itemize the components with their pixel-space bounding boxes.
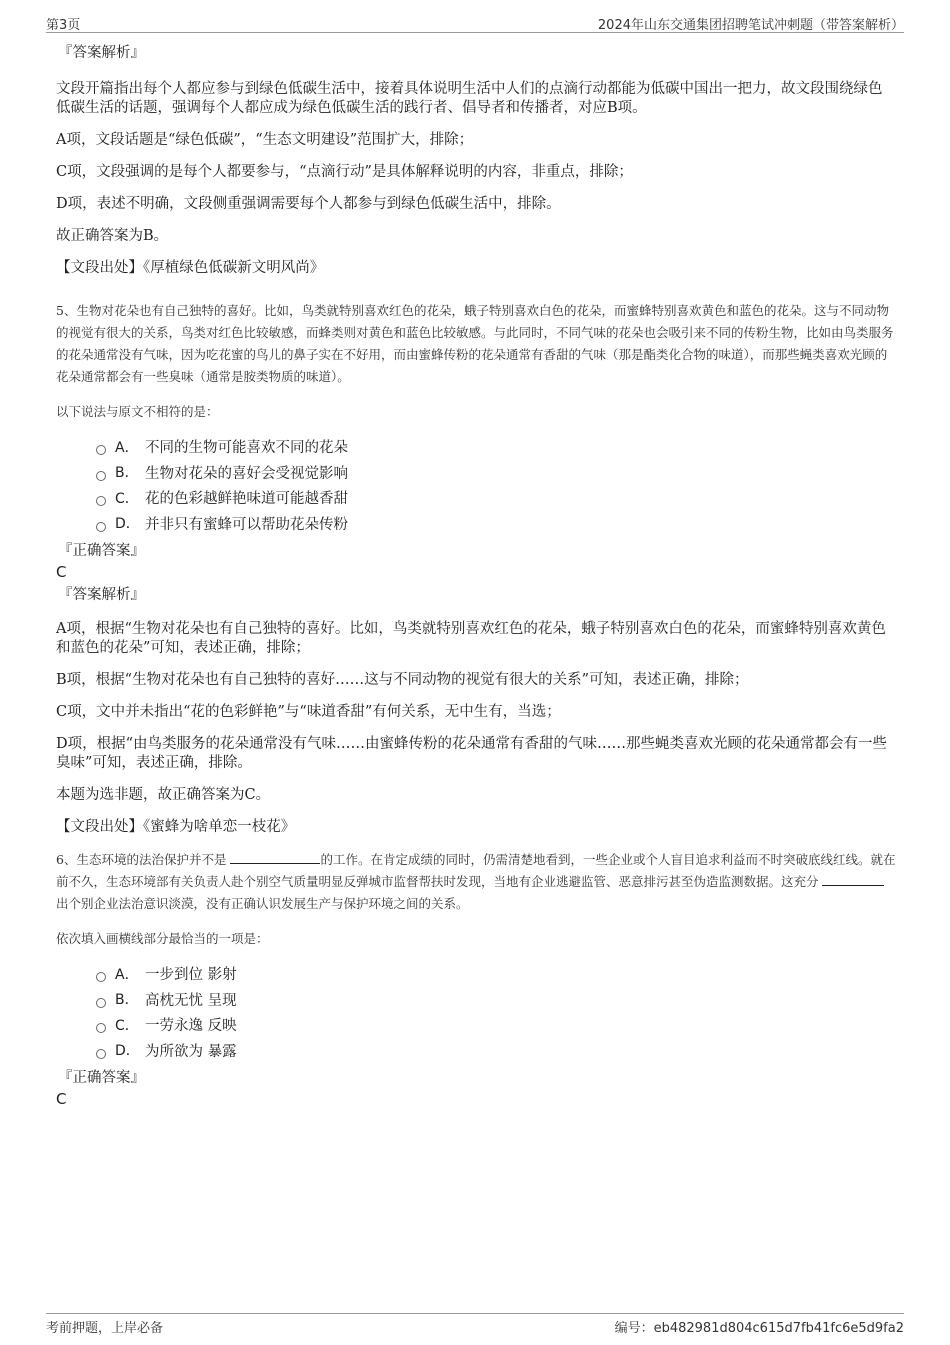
radio-button[interactable] [96,522,106,532]
q4-analysis-label: 『答案解析』 [58,45,145,61]
q4-option-d-analysis: D项，表述不明确，文段侧重强调需要每个人都参与到绿色低碳生活中，排除。 [56,196,561,212]
option-text: 为所欲为 暴露 [145,1043,237,1060]
q5-option-c-analysis: C项，文中并未指出“花的色彩鲜艳”与“味道香甜”有何关系，无中生有，当选； [56,704,561,720]
q5-stem: 5、生物对花朵也有自己独特的喜好。比如，鸟类就特别喜欢红色的花朵，蛾子特别喜欢白色的花朵，而蜜蜂特别喜欢黄色和蓝色的花朵。这与不同动物的视觉有很大的关系，鸟类对红色比较敏感，而蜂类则对黄色和蓝色比较敏感。与此同时，不同气味的花朵也会吸引来不同的传粉生物，比如由鸟类服务的花朵通常没有气味，因为吃花蜜的鸟儿的鼻子实在不好用，而由蜜蜂传粉的花朵通常有香甜的气味（那是酯类化合物的味道），而那些蝇类喜欢光顾的花朵通常都会有一些臭味（通常是胺类物质的味道）。 [56,303,894,384]
q5-option-a-analysis: A项，根据“生物对花朵也有自己独特的喜好。比如，鸟类就特别喜欢红色的花朵，蛾子特别喜欢白色的花朵，而蜜蜂特别喜欢黄色和蓝色的花朵”可知，表述正确，排除； [56,621,886,656]
page-footer [46,1313,904,1336]
q5-option-a[interactable]: A． 不同的生物可能喜欢不同的花朵 [56,434,896,460]
q5-prompt: 以下说法与原文不相符的是： [56,404,219,419]
q5-option-d[interactable]: D． 并非只有蜜蜂可以帮助花朵传粉 [56,511,896,537]
q5-source: 【文段出处】《蜜蜂为啥单恋一枝花》 [56,819,296,835]
q4-source: 【文段出处】《厚植绿色低碳新文明风尚》 [56,260,325,276]
q5-option-d-analysis: D项，根据“由鸟类服务的花朵通常没有气味……由蜜蜂传粉的花朵通常有香甜的气味……那些蝇类喜欢光顾的花朵通常都会有一些臭味”可知，表述正确，排除。 [56,736,888,771]
q5-answer-label: 『正确答案』 [58,543,145,559]
q6-option-b[interactable]: B． 高枕无忧 呈现 [56,987,896,1013]
document-title: 2024年山东交通集团招聘笔试冲刺题（带答案解析） [597,18,904,33]
fill-blank-2 [822,874,884,886]
document-code: 编号：eb482981d804c615d7fb41fc6e5d9fa2 [614,1321,904,1336]
q4-analysis-text: 文段开篇指出每个人都应参与到绿色低碳生活中，接着具体说明生活中人们的点滴行动都能为低碳中国出一把力，故文段围绕绿色低碳生活的话题，强调每个人都应成为绿色低碳生活的践行者、倡导者和传播者，对应B项。 [56,81,883,116]
radio-button[interactable] [96,496,106,506]
main-content [56,42,896,1109]
q6-answer: C [56,1090,67,1108]
radio-button[interactable] [96,1049,106,1059]
q5-option-b-analysis: B项，根据“生物对花朵也有自己独特的喜好……这与不同动物的视觉有很大的关系”可知，表述正确，排除； [56,672,749,688]
option-text: 高枕无忧 呈现 [145,992,237,1009]
q5-answer: C [56,563,67,581]
radio-button[interactable] [96,471,106,481]
radio-button[interactable] [96,998,106,1008]
q5-conclusion: 本题为选非题，故正确答案为C。 [56,787,271,803]
option-text: 一步到位 影射 [145,967,237,984]
option-text: 生物对花朵的喜好会受视觉影响 [145,465,348,482]
q6-answer-label: 『正确答案』 [58,1070,145,1086]
q6-option-c[interactable]: C． 一劳永逸 反映 [56,1012,896,1038]
option-text: 不同的生物可能喜欢不同的花朵 [145,440,348,457]
page-number: 第3页 [46,18,81,33]
q4-conclusion: 故正确答案为B。 [56,228,169,244]
q6-prompt: 依次填入画横线部分最恰当的一项是： [56,931,269,946]
option-text: 花的色彩越鲜艳味道可能越香甜 [145,491,348,508]
fill-blank-1 [230,852,320,864]
option-text: 并非只有蜜蜂可以帮助花朵传粉 [145,516,348,533]
footer-slogan: 考前押题，上岸必备 [46,1321,164,1336]
q5-option-c[interactable]: C． 花的色彩越鲜艳味道可能越香甜 [56,485,896,511]
q6-option-a[interactable]: A． 一步到位 影射 [56,961,896,987]
radio-button[interactable] [96,445,106,455]
q6-options [56,961,896,1063]
radio-button[interactable] [96,1023,106,1033]
option-text: 一劳永逸 反映 [145,1018,237,1035]
radio-button[interactable] [96,972,106,982]
q5-options [56,434,896,536]
q5-analysis-label: 『答案解析』 [58,587,145,603]
q4-option-a-analysis: A项，文段话题是“绿色低碳”，“生态文明建设”范围扩大，排除； [56,132,474,148]
q4-option-c-analysis: C项，文段强调的是每个人都要参与，“点滴行动”是具体解释说明的内容，非重点，排除； [56,164,633,180]
page-header [46,12,904,33]
q5-option-b[interactable]: B． 生物对花朵的喜好会受视觉影响 [56,460,896,486]
q6-stem: 6、生态环境的法治保护并不是 的工作。在肯定成绩的同时，仍需清楚地看到，一些企业或个人盲目追求利益而不时突破底线红线。就在前不久，生态环境部有关负责人赴个别空气质量明显反弹城市监督帮扶时发现，当地有企业逃避监管、恶意排污甚至伪造监测数据。这充分 出个别企业法治意识淡漠，没有正确认识发展生产与保护环境之间的关系。 [56,852,896,911]
q6-option-d[interactable]: D． 为所欲为 暴露 [56,1038,896,1064]
